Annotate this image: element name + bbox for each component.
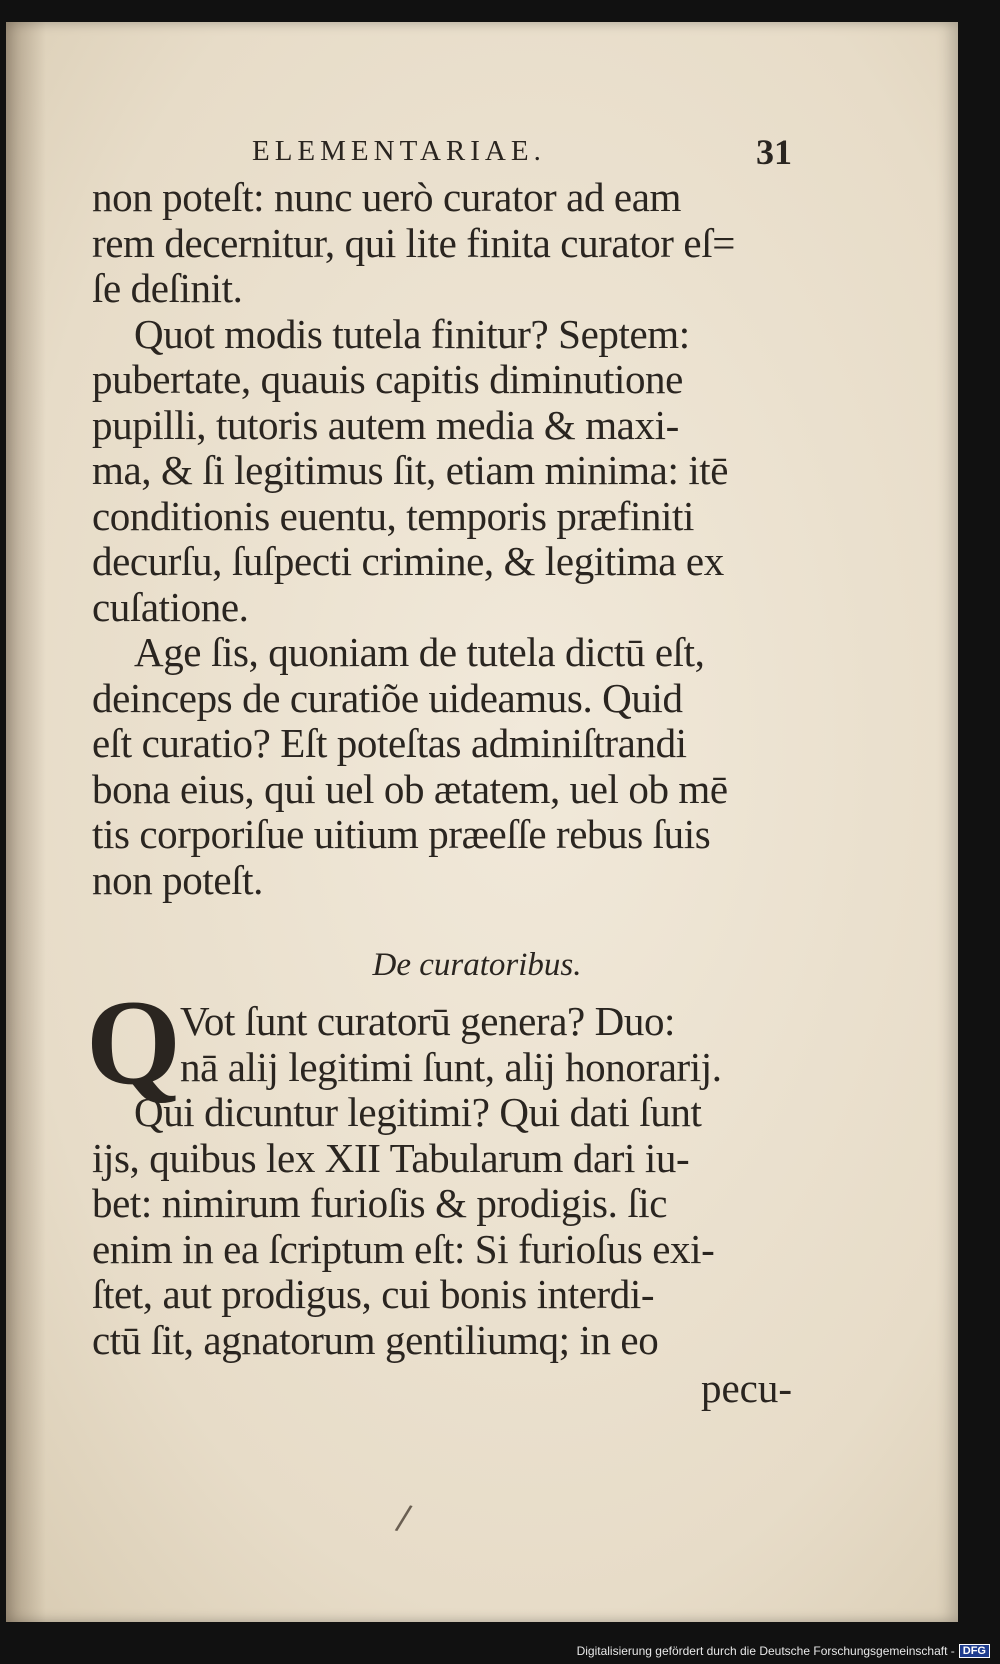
gutter-shadow	[6, 22, 46, 1622]
text-line: Age ſis, quoniam de tutela dictū eſt,	[134, 629, 705, 675]
catchword: pecu-	[700, 1365, 792, 1411]
text-line: bona eius, qui uel ob ætatem, uel ob mē	[92, 765, 728, 812]
text-line: ctū ſit, agnatorum gentiliumq; in eo	[92, 1316, 659, 1363]
text-line: pubertate, quauis capitis diminutione	[92, 356, 683, 402]
text-block	[86, 125, 792, 1413]
section-body	[86, 975, 792, 1413]
page-number: 31	[756, 132, 792, 172]
text-line: Qui dicuntur legitimi? Qui dati ſunt	[134, 1089, 702, 1135]
text-line: decurſu, ſuſpecti crimine, & legitima ex	[92, 538, 724, 584]
running-head	[92, 125, 792, 175]
text-line: ma, & ſi legitimus ſit, etiam minima: itē	[92, 447, 729, 493]
text-line: deinceps de curatiõe uideamus. Quid	[92, 674, 683, 721]
text-line: cuſatione.	[92, 583, 249, 630]
drop-cap-initial: Q	[86, 975, 181, 1110]
text-line: nā alij legitimi ſunt, alij honorarij.	[180, 1043, 722, 1090]
paragraph-1	[92, 175, 792, 312]
text-line: ſe deſinit.	[92, 265, 243, 311]
running-head-title: ELEMENTARIAE.	[252, 135, 546, 167]
stray-ink-mark: /	[393, 1497, 415, 1539]
text-line: enim in ea ſcriptum eſt: Si furioſus exi-	[92, 1225, 715, 1272]
paragraph-3	[92, 630, 792, 903]
text-line: rem decernitur, qui lite finita curator eſ=	[92, 219, 735, 266]
text-line: pupilli, tutoris autem media & maxi-	[92, 401, 679, 448]
footer-text: Digitalisierung gefördert durch die Deutsche Forschungsgemeinschaft -	[576, 1644, 955, 1658]
text-line: ijs, quibus lex XII Tabularum dari iu-	[92, 1134, 690, 1181]
digitization-footer	[577, 1644, 990, 1658]
section-heading	[162, 947, 792, 983]
text-line: Vot ſunt curatorū genera? Duo:	[180, 998, 676, 1044]
text-line: tis corporiſue uitium præeſſe rebus ſuis	[92, 811, 711, 857]
text-line: conditionis euentu, temporis præfiniti	[92, 492, 695, 539]
dfg-logo: DFG	[959, 1644, 990, 1658]
text-line: ſtet, aut prodigus, cui bonis interdi-	[92, 1271, 655, 1317]
text-line: non poteſt: nunc uerò curator ad eam	[92, 174, 681, 220]
section-heading-text: De curatoribus.	[372, 947, 582, 983]
text-line: non poteſt.	[92, 856, 263, 903]
text-line: Quot modis tutela finitur? Septem:	[134, 310, 690, 357]
text-line: eſt curatio? Eſt poteſtas adminiſtrandi	[92, 720, 687, 766]
text-line: bet: nimirum furioſis & prodigis. ſic	[92, 1180, 668, 1226]
paragraph-2	[92, 312, 792, 631]
